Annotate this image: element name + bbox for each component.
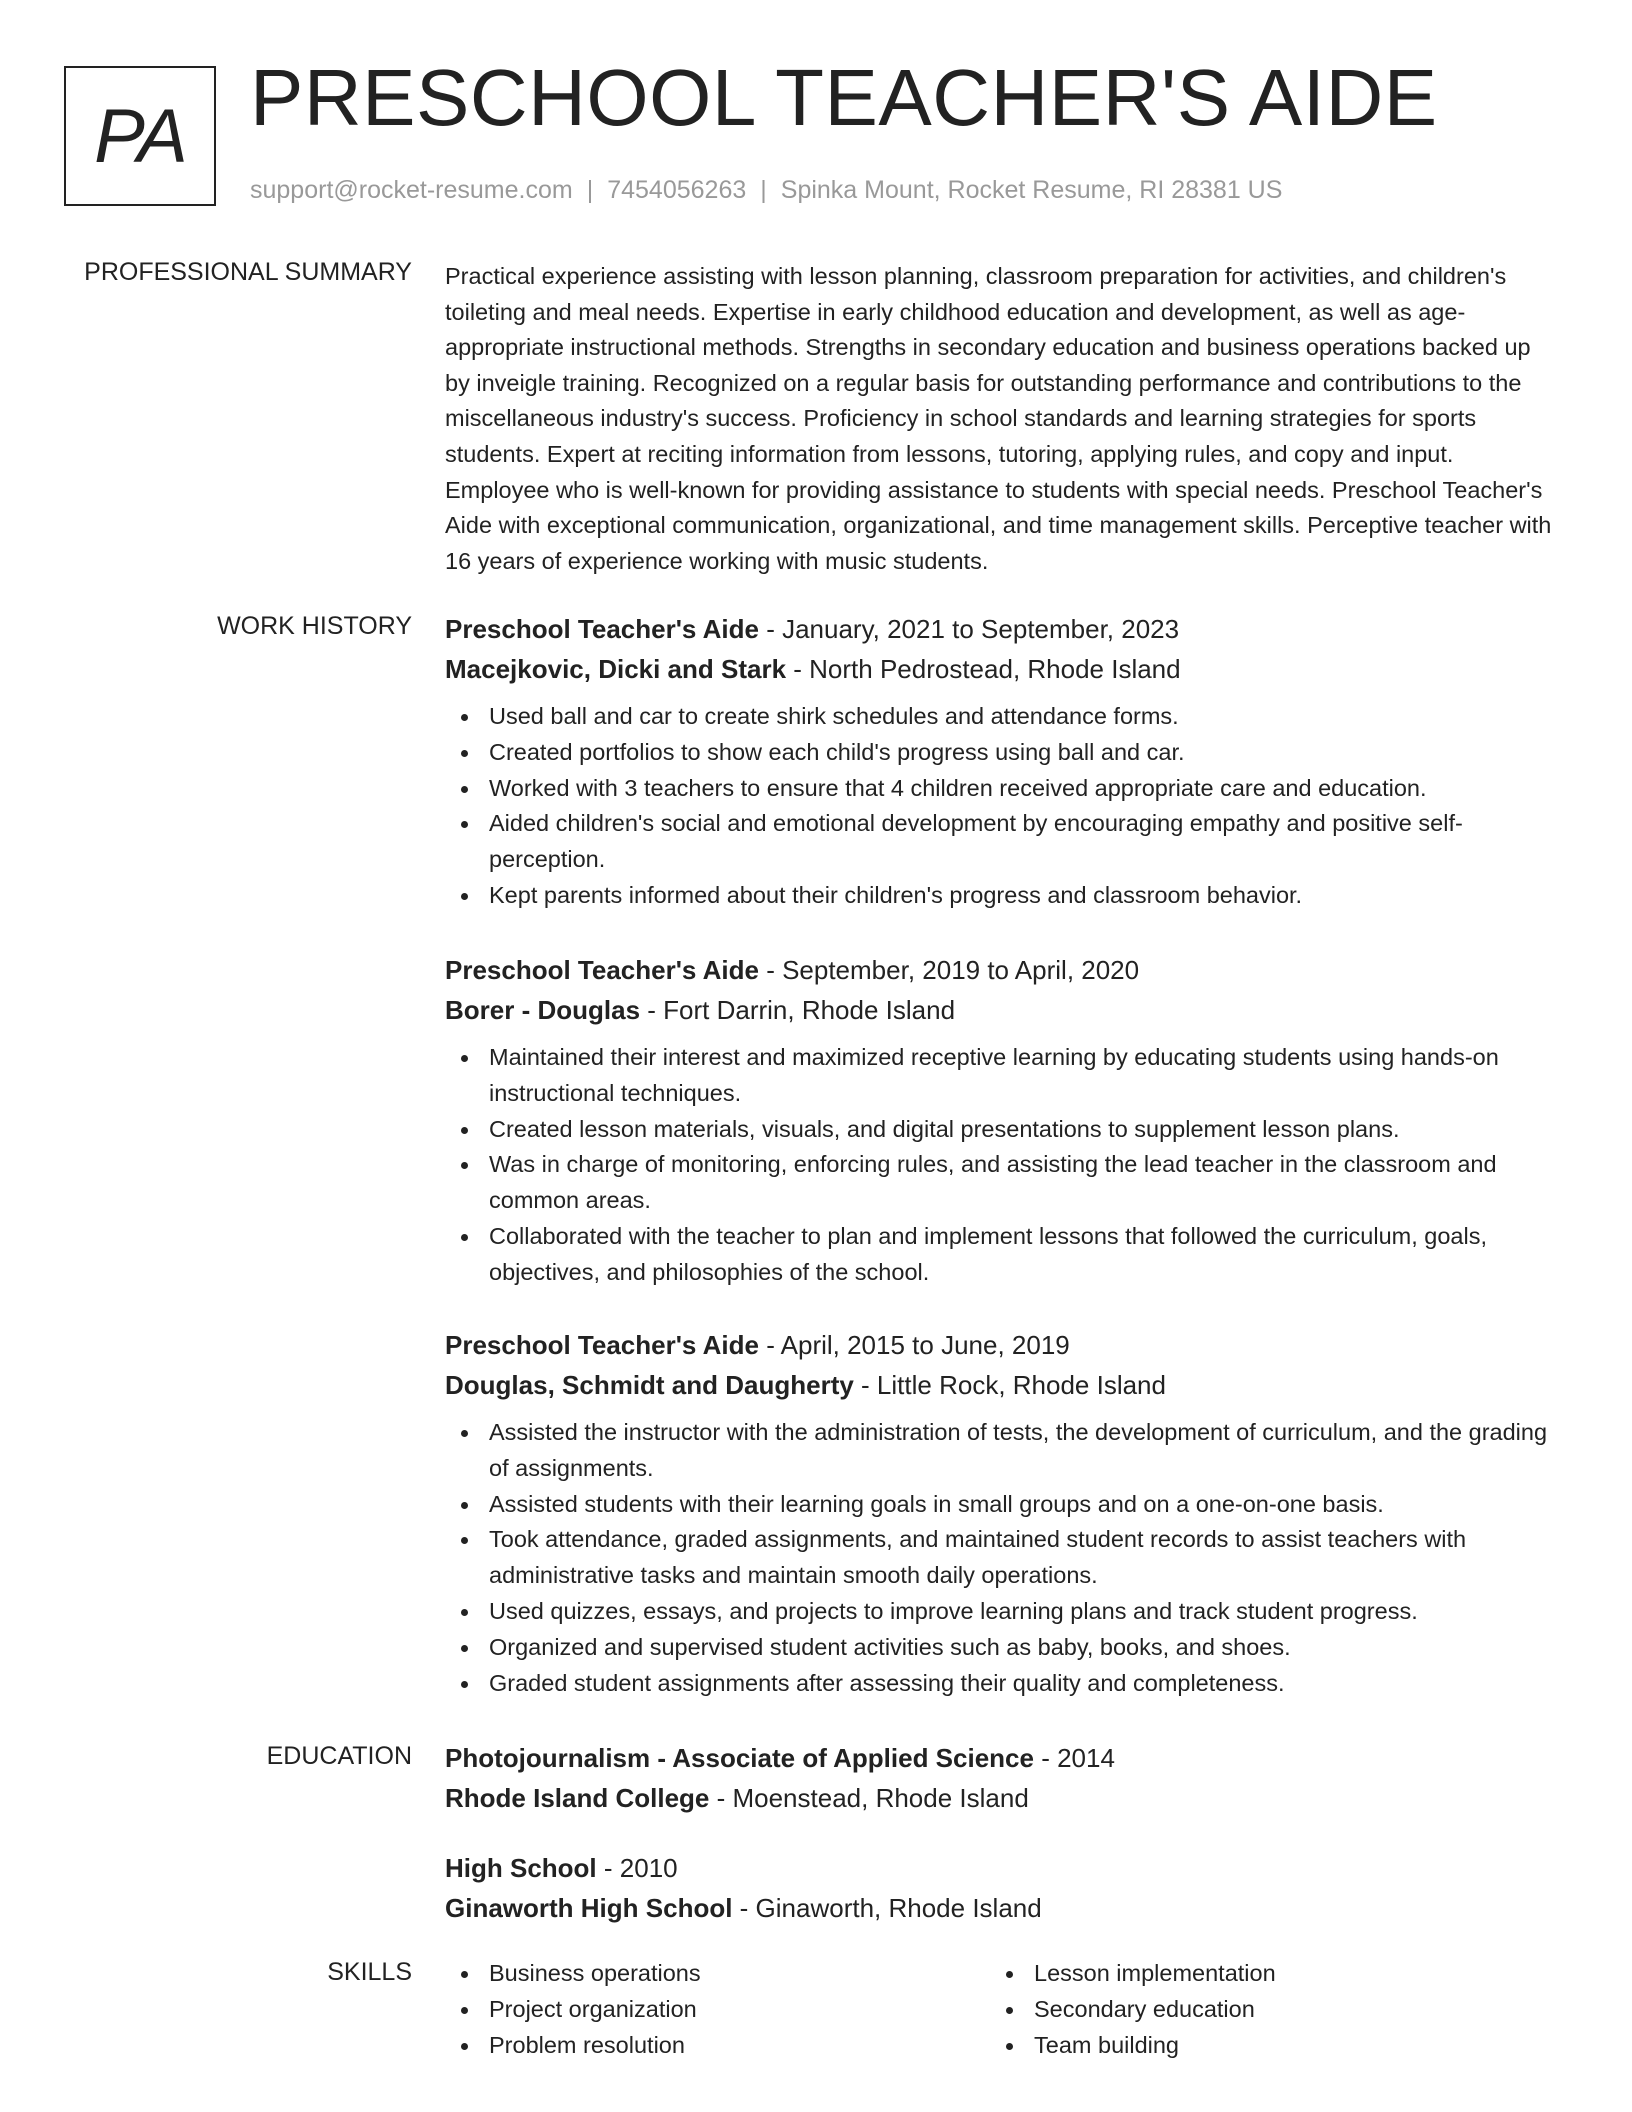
summary-text: Practical experience assisting with lesson planning, classroom preparation for activities, and children's toileting and meal needs. Expertise in early childhood education and development, as well as age-appropriate instructional methods. Strengths in secondary education and business operations backed up by inveigle training. Recognized on a regular basis for outstanding performance and contributions to the miscellaneous industry's success. Proficiency in school standards and learning strategies for sports students. Expert at reciting information from lessons, tutoring, applying rules, and copy and input. Employee who is well-known for providing assistance to students with special needs. Preschool Teacher's Aide with exceptional communication, organizational, and time management skills. Perceptive teacher with 16 years of experience working with music students. (445, 263, 1552, 574)
job-dates: - April, 2015 to June, 2019 (758, 1330, 1070, 1360)
school-location: - Ginaworth, Rhode Island (732, 1893, 1042, 1923)
skills-column-left (445, 1956, 965, 2063)
contact-email[interactable]: support@rocket-resume.com (250, 176, 573, 204)
contact-phone[interactable]: 7454056263 (607, 176, 747, 204)
list-item: Aided children's social and emotional development by encouraging empathy and positive self-perception. (489, 806, 1555, 878)
school-name: Rhode Island College (445, 1783, 710, 1813)
job-location: - Fort Darrin, Rhode Island (640, 995, 956, 1025)
monogram-badge (64, 66, 216, 206)
monogram-initials: PA (94, 93, 186, 179)
list-item: Used quizzes, essays, and projects to improve learning plans and track student progress. (489, 1594, 1555, 1630)
job-location: - Little Rock, Rhode Island (853, 1370, 1166, 1400)
job-title-line (445, 609, 1555, 649)
contact-address: Spinka Mount, Rocket Resume, RI 28381 US (780, 176, 1283, 204)
school-name: Ginaworth High School (445, 1893, 733, 1923)
skill-item: Project organization (489, 1992, 965, 2028)
list-item: Created portfolios to show each child's progress using ball and car. (489, 735, 1555, 771)
list-item: Created lesson materials, visuals, and digital presentations to supplement lesson plans. (489, 1112, 1555, 1148)
work-history-heading: WORK HISTORY (217, 612, 412, 640)
job-duties-list (445, 1040, 1555, 1291)
contact-line (250, 176, 1282, 205)
skills-list (990, 1956, 1510, 2063)
degree-year: - 2014 (1033, 1743, 1115, 1773)
list-item: Was in charge of monitoring, enforcing rules, and assisting the lead teacher in the classroom and common areas. (489, 1147, 1555, 1219)
job-location: - North Pedrostead, Rhode Island (786, 654, 1181, 684)
list-item: Assisted the instructor with the administration of tests, the development of curriculum, and the grading of assignments. (489, 1415, 1555, 1487)
job-title: Preschool Teacher's Aide (445, 614, 759, 644)
job-entry (445, 609, 1555, 914)
job-dates: - September, 2019 to April, 2020 (758, 955, 1140, 985)
skill-item: Lesson implementation (1034, 1956, 1510, 1992)
contact-separator: | (760, 176, 767, 204)
job-company: Borer - Douglas (445, 995, 641, 1025)
skill-item: Secondary education (1034, 1992, 1510, 2028)
job-dates: - January, 2021 to September, 2023 (758, 614, 1180, 644)
list-item: Collaborated with the teacher to plan and implement lessons that followed the curriculum, goals, objectives, and philosophies of the school. (489, 1219, 1555, 1291)
job-entry (445, 950, 1555, 1291)
list-item: Took attendance, graded assignments, and maintained student records to assist teachers with administrative tasks and maintain smooth daily operations. (489, 1522, 1555, 1594)
summary-heading: PROFESSIONAL SUMMARY (84, 258, 412, 286)
list-item: Organized and supervised student activities such as baby, books, and shoes. (489, 1630, 1555, 1666)
contact-separator: | (586, 176, 594, 204)
degree-name: Photojournalism - Associate of Applied Science (445, 1743, 1034, 1773)
school-line (445, 1888, 1555, 1928)
skill-item: Business operations (489, 1956, 965, 1992)
job-title-line (445, 950, 1555, 990)
degree-line (445, 1738, 1555, 1778)
education-entry (445, 1848, 1555, 1928)
job-entry (445, 1325, 1555, 1701)
list-item: Kept parents informed about their children's progress and classroom behavior. (489, 878, 1555, 914)
degree-line (445, 1848, 1555, 1888)
skills-heading: SKILLS (327, 1958, 412, 1986)
list-item: Graded student assignments after assessing their quality and completeness. (489, 1666, 1555, 1702)
degree-name: High School (445, 1853, 597, 1883)
skill-item: Team building (1034, 2028, 1510, 2064)
job-company-line (445, 649, 1555, 689)
list-item: Worked with 3 teachers to ensure that 4 children received appropriate care and education. (489, 771, 1555, 807)
job-duties-list (445, 1415, 1555, 1701)
school-line (445, 1778, 1555, 1818)
list-item: Maintained their interest and maximized receptive learning by educating students using hands-on instructional techniques. (489, 1040, 1555, 1112)
resume-name: PRESCHOOL TEACHER'S AIDE (250, 53, 1438, 142)
education-heading: EDUCATION (266, 1742, 412, 1770)
school-location: - Moenstead, Rhode Island (709, 1783, 1029, 1813)
skills-column-right (990, 1956, 1510, 2063)
job-company-line (445, 990, 1555, 1030)
job-company-line (445, 1365, 1555, 1405)
list-item: Used ball and car to create shirk schedules and attendance forms. (489, 699, 1555, 735)
skill-item: Problem resolution (489, 2028, 965, 2064)
job-title-line (445, 1325, 1555, 1365)
job-company: Macejkovic, Dicki and Stark (445, 654, 787, 684)
job-company: Douglas, Schmidt and Daugherty (445, 1370, 854, 1400)
skills-list (445, 1956, 965, 2063)
degree-year: - 2010 (596, 1853, 678, 1883)
job-duties-list (445, 699, 1555, 914)
job-title: Preschool Teacher's Aide (445, 955, 759, 985)
education-entry (445, 1738, 1555, 1818)
list-item: Assisted students with their learning goals in small groups and on a one-on-one basis. (489, 1487, 1555, 1523)
job-title: Preschool Teacher's Aide (445, 1330, 759, 1360)
